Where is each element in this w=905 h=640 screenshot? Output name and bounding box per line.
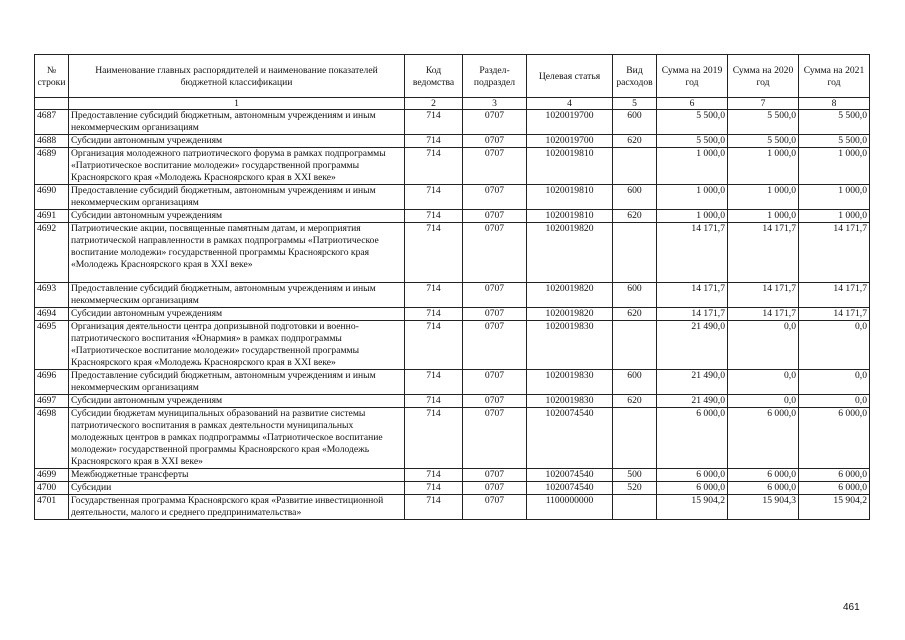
column-number: 5 (613, 98, 657, 110)
table-row (35, 482, 870, 495)
row-number: 4691 (35, 210, 69, 223)
row-target: 1020074540 (527, 408, 613, 469)
column-number: 3 (463, 98, 527, 110)
row-sum-2020: 0,0 (728, 395, 799, 408)
row-sum-2019: 1 000,0 (657, 185, 728, 210)
row-sum-2019: 5 500,0 (657, 110, 728, 135)
budget-table (34, 54, 870, 520)
column-number: 1 (69, 98, 405, 110)
row-sum-2019: 6 000,0 (657, 482, 728, 495)
row-number: 4698 (35, 408, 69, 469)
row-sum-2020: 14 171,7 (728, 308, 799, 321)
page-number: 461 (843, 602, 860, 613)
row-sum-2021: 5 500,0 (799, 110, 870, 135)
row-type: 620 (613, 210, 657, 223)
row-sum-2020: 0,0 (728, 321, 799, 370)
row-type: 520 (613, 482, 657, 495)
table-row (35, 469, 870, 482)
row-code: 714 (405, 495, 463, 520)
table-row (35, 408, 870, 469)
table-row (35, 223, 870, 283)
row-type: 600 (613, 283, 657, 308)
row-target: 1020019810 (527, 148, 613, 185)
table-row (35, 135, 870, 148)
row-target: 1020074540 (527, 482, 613, 495)
row-code: 714 (405, 308, 463, 321)
row-number: 4699 (35, 469, 69, 482)
row-code: 714 (405, 135, 463, 148)
row-type: 500 (613, 469, 657, 482)
row-type: 620 (613, 135, 657, 148)
column-number: 4 (527, 98, 613, 110)
row-target: 1020019830 (527, 395, 613, 408)
row-target: 1020019810 (527, 210, 613, 223)
row-name: Предоставление субсидий бюджетным, автономным учреждениям и иным некоммерческим организациям (69, 283, 405, 308)
row-sum-2021: 14 171,7 (799, 308, 870, 321)
table-row (35, 185, 870, 210)
table-row (35, 495, 870, 520)
row-name: Субсидии автономным учреждениям (69, 210, 405, 223)
table-row (35, 308, 870, 321)
row-name: Субсидии (69, 482, 405, 495)
row-code: 714 (405, 469, 463, 482)
row-sum-2021: 14 171,7 (799, 283, 870, 308)
row-sum-2019: 21 490,0 (657, 395, 728, 408)
row-section: 0707 (463, 135, 527, 148)
row-section: 0707 (463, 370, 527, 395)
header-type: Вид расходов (613, 55, 657, 98)
row-number: 4695 (35, 321, 69, 370)
row-sum-2021: 6 000,0 (799, 408, 870, 469)
row-number: 4688 (35, 135, 69, 148)
row-target: 1020019830 (527, 321, 613, 370)
row-section: 0707 (463, 110, 527, 135)
header-sum-2019: Сумма на 2019 год (657, 55, 728, 98)
row-target: 1020019700 (527, 135, 613, 148)
row-section: 0707 (463, 223, 527, 283)
row-number: 4687 (35, 110, 69, 135)
row-sum-2019: 1 000,0 (657, 148, 728, 185)
row-name: Патриотические акции, посвященные памятным датам, и мероприятия патриотической направленности в рамках подпрограммы «Патриотическое воспитание молодежи» государственной программы Красноярского края «Молодежь Красноярского края в XXI веке» (69, 223, 405, 283)
row-name: Субсидии автономным учреждениям (69, 135, 405, 148)
row-number: 4697 (35, 395, 69, 408)
row-target: 1020019820 (527, 308, 613, 321)
header-code: Код ведомства (405, 55, 463, 98)
header-target: Целевая статья (527, 55, 613, 98)
row-sum-2019: 15 904,2 (657, 495, 728, 520)
table-row (35, 370, 870, 395)
row-target: 1020019700 (527, 110, 613, 135)
row-name: Межбюджетные трансферты (69, 469, 405, 482)
row-sum-2020: 1 000,0 (728, 148, 799, 185)
row-sum-2021: 0,0 (799, 370, 870, 395)
row-section: 0707 (463, 283, 527, 308)
row-sum-2020: 5 500,0 (728, 135, 799, 148)
table-row (35, 395, 870, 408)
column-number (35, 98, 69, 110)
row-name: Субсидии автономным учреждениям (69, 308, 405, 321)
row-type (613, 223, 657, 283)
row-code: 714 (405, 283, 463, 308)
row-sum-2021: 1 000,0 (799, 210, 870, 223)
row-sum-2020: 14 171,7 (728, 223, 799, 283)
header-sum-2020: Сумма на 2020 год (728, 55, 799, 98)
row-sum-2019: 21 490,0 (657, 321, 728, 370)
row-code: 714 (405, 148, 463, 185)
row-code: 714 (405, 321, 463, 370)
row-name: Субсидии бюджетам муниципальных образований на развитие системы патриотического воспитания в рамках деятельности муниципальных молодежных центров в рамках подпрограммы «Патриотическое воспитание молодежи» государственной программы Красноярского края «Молодежь Красноярского края в XXI веке» (69, 408, 405, 469)
table-row (35, 110, 870, 135)
row-name: Государственная программа Красноярского края «Развитие инвестиционной деятельности, малого и среднего предпринимательства» (69, 495, 405, 520)
row-sum-2021: 0,0 (799, 395, 870, 408)
row-sum-2019: 6 000,0 (657, 408, 728, 469)
row-sum-2021: 6 000,0 (799, 482, 870, 495)
row-code: 714 (405, 482, 463, 495)
row-section: 0707 (463, 185, 527, 210)
row-sum-2020: 5 500,0 (728, 110, 799, 135)
table-row (35, 321, 870, 370)
row-section: 0707 (463, 469, 527, 482)
row-sum-2019: 5 500,0 (657, 135, 728, 148)
row-type: 620 (613, 308, 657, 321)
row-sum-2019: 21 490,0 (657, 370, 728, 395)
row-type (613, 321, 657, 370)
row-sum-2019: 1 000,0 (657, 210, 728, 223)
row-sum-2021: 0,0 (799, 321, 870, 370)
row-type (613, 495, 657, 520)
row-section: 0707 (463, 408, 527, 469)
row-section: 0707 (463, 148, 527, 185)
row-section: 0707 (463, 210, 527, 223)
column-number: 8 (799, 98, 870, 110)
row-number: 4689 (35, 148, 69, 185)
row-sum-2020: 6 000,0 (728, 482, 799, 495)
row-target: 1020019810 (527, 185, 613, 210)
row-sum-2019: 14 171,7 (657, 223, 728, 283)
header-sum-2021: Сумма на 2021 год (799, 55, 870, 98)
row-section: 0707 (463, 495, 527, 520)
row-name: Субсидии автономным учреждениям (69, 395, 405, 408)
table-row (35, 148, 870, 185)
row-sum-2019: 6 000,0 (657, 469, 728, 482)
row-code: 714 (405, 408, 463, 469)
table-row (35, 283, 870, 308)
column-number: 2 (405, 98, 463, 110)
row-sum-2020: 6 000,0 (728, 408, 799, 469)
header-name: Наименование главных распорядителей и наименование показателей бюджетной классификации (69, 55, 405, 98)
table-row (35, 210, 870, 223)
row-type: 600 (613, 370, 657, 395)
column-number: 7 (728, 98, 799, 110)
row-code: 714 (405, 223, 463, 283)
row-sum-2020: 6 000,0 (728, 469, 799, 482)
row-name: Организация деятельности центра допризывной подготовки и военно-патриотического воспитания «Юнармия» в рамках подпрограммы «Патриотическое воспитание молодежи» государственной программы Красноярского края «Молодежь Красноярского края в XXI веке» (69, 321, 405, 370)
row-number: 4696 (35, 370, 69, 395)
row-sum-2021: 5 500,0 (799, 135, 870, 148)
row-target: 1020019820 (527, 223, 613, 283)
row-section: 0707 (463, 395, 527, 408)
row-sum-2021: 14 171,7 (799, 223, 870, 283)
row-target: 1020074540 (527, 469, 613, 482)
row-number: 4694 (35, 308, 69, 321)
row-sum-2019: 14 171,7 (657, 308, 728, 321)
row-code: 714 (405, 210, 463, 223)
row-sum-2021: 15 904,2 (799, 495, 870, 520)
header-no: № строки (35, 55, 69, 98)
row-code: 714 (405, 185, 463, 210)
row-sum-2020: 14 171,7 (728, 283, 799, 308)
row-type: 600 (613, 185, 657, 210)
row-name: Предоставление субсидий бюджетным, автономным учреждениям и иным некоммерческим организациям (69, 110, 405, 135)
row-sum-2021: 6 000,0 (799, 469, 870, 482)
row-code: 714 (405, 395, 463, 408)
row-type: 620 (613, 395, 657, 408)
row-name: Организация молодежного патриотического форума в рамках подпрограммы «Патриотическое воспитание молодежи» государственной программы Красноярского края «Молодежь Красноярского края в XXI веке» (69, 148, 405, 185)
row-number: 4690 (35, 185, 69, 210)
row-section: 0707 (463, 321, 527, 370)
column-number-row (35, 98, 870, 110)
row-section: 0707 (463, 482, 527, 495)
row-type (613, 408, 657, 469)
row-sum-2021: 1 000,0 (799, 148, 870, 185)
row-code: 714 (405, 110, 463, 135)
row-type (613, 148, 657, 185)
row-type: 600 (613, 110, 657, 135)
row-sum-2020: 15 904,3 (728, 495, 799, 520)
column-number: 6 (657, 98, 728, 110)
row-sum-2020: 0,0 (728, 370, 799, 395)
row-number: 4701 (35, 495, 69, 520)
row-target: 1020019830 (527, 370, 613, 395)
row-section: 0707 (463, 308, 527, 321)
row-sum-2019: 14 171,7 (657, 283, 728, 308)
row-number: 4693 (35, 283, 69, 308)
row-target: 1020019820 (527, 283, 613, 308)
row-number: 4700 (35, 482, 69, 495)
row-number: 4692 (35, 223, 69, 283)
row-sum-2020: 1 000,0 (728, 185, 799, 210)
header-section: Раздел-подраздел (463, 55, 527, 98)
row-name: Предоставление субсидий бюджетным, автономным учреждениям и иным некоммерческим организациям (69, 185, 405, 210)
row-target: 1100000000 (527, 495, 613, 520)
header-row (35, 55, 870, 98)
row-sum-2020: 1 000,0 (728, 210, 799, 223)
row-code: 714 (405, 370, 463, 395)
row-name: Предоставление субсидий бюджетным, автономным учреждениям и иным некоммерческим организациям (69, 370, 405, 395)
row-sum-2021: 1 000,0 (799, 185, 870, 210)
